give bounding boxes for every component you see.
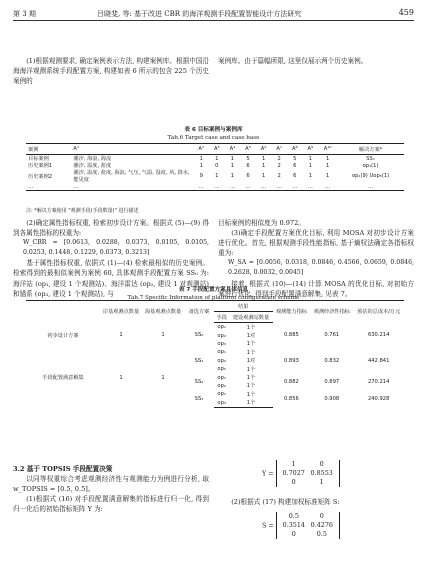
table-row xyxy=(26,155,404,163)
table-row xyxy=(26,183,404,191)
table-cell: … xyxy=(26,183,71,191)
table-cell: 2 xyxy=(277,173,281,179)
table-cell: 历史案例1 xyxy=(28,163,53,169)
table-row xyxy=(26,323,404,332)
equation-wcbr: W_CBR = [0.0613, 0.0288, 0.0373, 0.0105, 0.0105, 0.0253, 0.1448, 0.1229, 0.0373, 0.3213] xyxy=(23,239,209,257)
table-cell: 0.893 xyxy=(283,357,299,364)
matrix-s-body xyxy=(276,512,340,539)
table6-header-cell: A⁷ xyxy=(271,144,287,155)
table-cell: op₃ xyxy=(217,340,226,347)
matrix-cell: 0.4276 xyxy=(310,521,333,529)
table-cell: 1 xyxy=(325,173,330,179)
table7-header-cell: 海基观测点数量 xyxy=(142,301,184,323)
table7-caption-cn: 表 7 手段配置方案具体信息 xyxy=(178,287,249,293)
matrix-y-label: Y = xyxy=(262,469,274,478)
table-cell: 0.885 xyxy=(283,332,299,339)
table-cell: 1 xyxy=(161,374,165,381)
table-cell: 5 xyxy=(293,155,297,162)
table6-caption-en: Tab.6 Target case and case base xyxy=(167,135,260,141)
table6-note: 注: *解决方案使用 "观测手段(手段数量)" 进行描述 xyxy=(26,208,139,214)
table-cell: 1 xyxy=(230,173,235,179)
matrix-cell: 0 xyxy=(291,530,296,538)
matrix-cell: 0.5 xyxy=(316,530,327,538)
table6-header-cell: 案例 xyxy=(26,144,71,155)
table-cell: 潮汐, 海浪, 海流 xyxy=(73,156,112,162)
table-cell: … xyxy=(337,183,404,191)
table-cell: op₁(9) Uop₅(1) xyxy=(351,173,390,179)
paragraph: 目标案例的相似度为 0.972。 xyxy=(218,219,305,227)
table7-header-cell: 建设观测站数量 xyxy=(229,312,272,323)
table-cell: 6 xyxy=(293,162,297,169)
table6-header-row xyxy=(26,144,404,155)
table-cell: 5 xyxy=(246,155,250,162)
table6-header-cell: A³ xyxy=(209,144,225,155)
matrix-s xyxy=(262,512,340,539)
table6-header-cell: A¹ xyxy=(71,144,193,155)
table-cell: 2 xyxy=(277,162,281,169)
table-cell: 1个 xyxy=(246,383,256,390)
matrix-y xyxy=(262,460,340,487)
table-cell: 1 xyxy=(215,173,219,179)
table6-header-cell: A⁸ xyxy=(287,144,303,155)
table6-header-cell: A⁵ xyxy=(240,144,256,155)
table6 xyxy=(26,143,404,191)
table7-header-cell: 观测经济性指标 xyxy=(310,301,353,323)
table-cell: SS₃ xyxy=(194,395,204,402)
matrix-cell: 0 xyxy=(319,512,324,520)
table7-header-cell: 结果 xyxy=(214,301,273,312)
table-cell: 1 xyxy=(308,173,313,179)
table-cell: 手段配置满意解集 xyxy=(42,375,84,382)
table-cell: SS₂ xyxy=(194,378,204,385)
table-cell: 1个 xyxy=(246,349,256,356)
bottom-left-column xyxy=(13,464,209,514)
table-cell: 1 xyxy=(199,155,203,162)
intro-right-column xyxy=(218,56,414,66)
table-cell: 1 xyxy=(325,162,330,169)
table-cell: 1 xyxy=(119,332,123,339)
table-cell: … xyxy=(318,183,337,191)
matrix-cell: 0.8553 xyxy=(310,469,333,477)
table7-header-cell: 备选方案 xyxy=(184,301,214,323)
table-cell: op₁ xyxy=(217,391,226,398)
table-cell: 潮汐, 温度, 盐度 xyxy=(73,163,112,169)
table7-header-cell: 预估的总成本/万元 xyxy=(353,301,404,323)
matrix-cell: 0.5 xyxy=(288,512,299,520)
table-cell: 0.832 xyxy=(324,357,340,364)
table-cell: 1个 xyxy=(229,399,272,408)
table-cell: 初步设计方案 xyxy=(47,332,79,339)
table-cell: 0.882 xyxy=(283,378,299,385)
table7-caption-en: Tab.7 Specific Information of platform configuration scheme xyxy=(127,295,300,301)
matrix-cell: 0 xyxy=(291,478,296,486)
table-cell: 630.214 xyxy=(367,332,390,339)
table-cell: op₂ xyxy=(217,332,226,339)
table-cell: 1对 xyxy=(246,333,256,340)
table-cell: 0.897 xyxy=(324,378,340,385)
running-title: 吕晓斐, 等: 基于改进 CBR 的海洋观测手段配置智能设计方法研究 xyxy=(97,10,302,18)
matrix-y-body xyxy=(276,460,340,487)
table7 xyxy=(26,300,404,408)
table-cell: 1个 xyxy=(246,391,256,398)
table-cell: 目标案例 xyxy=(28,156,49,162)
table-cell: 6 xyxy=(246,173,250,179)
header-rule xyxy=(13,20,414,21)
table-cell: 1 xyxy=(261,162,266,169)
table-cell: 1 xyxy=(199,162,203,169)
table-cell: 1 xyxy=(325,155,330,162)
equation-wsa: W_SA = [0.0056, 0.0318, 0.0846, 0.4566, 0.0659, 0.0846, 0.2628, 0.0032, 0.0045] xyxy=(228,259,414,277)
table-cell: 1 xyxy=(261,155,266,162)
paragraph: 接着, 根据式 (10)—(14) 计算 MOSA 的优化目标, 对初始方案进行优化, 得到手段配置满意解集, 见表 7。 xyxy=(218,279,414,298)
table-cell: 270.214 xyxy=(367,378,390,385)
matrix-cell: 0.3514 xyxy=(282,521,305,529)
paragraph: 以同等权重综合考虑观测经济性与观测能力为例进行分析, 取 w_TOPSIS = [0.5, 0.5]。 xyxy=(13,475,209,494)
table-cell: 442.841 xyxy=(367,357,390,364)
table-cell: … xyxy=(225,183,241,191)
table6-header-cell: A⁴ xyxy=(225,144,241,155)
matrix-cell: 0 xyxy=(319,460,324,468)
table-cell: … xyxy=(209,183,225,191)
bottom-right-paragraph xyxy=(218,497,414,507)
table-cell: … xyxy=(240,183,256,191)
table-cell: 0.908 xyxy=(324,395,340,402)
table-cell: 1 xyxy=(308,162,313,169)
table-cell: … xyxy=(287,183,303,191)
paragraph: (2)确定属性指标权重, 检索初步设计方案。根据式 (5)—(9) 得到各属性指标的权重为: xyxy=(13,219,209,238)
page-header xyxy=(13,6,414,20)
table7-header-cell: 手段 xyxy=(214,312,229,323)
table7-header-cell: 岸基观测点数量 xyxy=(100,301,142,323)
table-cell: 1 xyxy=(161,332,165,339)
table6-header-cell: A⁶ xyxy=(256,144,272,155)
table-cell: 1个 xyxy=(246,375,256,382)
table6-header-cell: A¹⁰ xyxy=(318,144,337,155)
section-heading: 3.2 基于 TOPSIS 手段配置决策 xyxy=(13,465,113,473)
table-cell: 0.761 xyxy=(324,332,340,339)
table-cell: op₃ xyxy=(214,399,229,408)
matrix-s-label: S = xyxy=(262,521,274,530)
table7-header-cell: 观测能力指标 xyxy=(273,301,311,323)
intro-left-column xyxy=(13,56,209,86)
table-cell: 1个 xyxy=(246,324,256,331)
paragraph: (2)根据式 (17) 构建加权标准矩阵 S: xyxy=(231,498,340,506)
matrix-cell: 1 xyxy=(319,478,324,486)
table-cell: 6 xyxy=(246,162,250,169)
table-cell: … xyxy=(303,183,319,191)
table-cell: SSₙ xyxy=(366,155,375,162)
table-cell: … xyxy=(271,183,287,191)
table-row xyxy=(26,169,404,183)
table-row xyxy=(26,348,404,356)
table6-caption xyxy=(0,126,427,142)
intro-paragraph-cont: 案例库。由于篇幅所限, 这里仅展示两个历史案例。 xyxy=(218,57,368,65)
table-cell: 历史案例2 xyxy=(28,173,53,180)
table-cell: 1 xyxy=(230,162,235,169)
table-cell: 2 xyxy=(277,155,281,162)
table-cell: 1 xyxy=(215,155,219,162)
matrix-cell: 0.7027 xyxy=(282,469,305,477)
table-cell: op₅ xyxy=(217,366,226,373)
paragraph: (1)根据式 (16) 对手段配置满意解集的指标进行归一化, 得到归一化后的初始指标矩阵 Y 为: xyxy=(13,495,209,514)
table-cell: 潮汐, 温度, 盐度, 海浪, 气压, 气温, 湿度, 风, 降水, 能见度 xyxy=(73,170,190,183)
table7-header-cell xyxy=(26,301,100,323)
table-cell: op₂ xyxy=(217,357,226,364)
table-cell: 6 xyxy=(293,173,297,179)
table-cell: 1对 xyxy=(246,358,256,365)
table-cell: op₁ xyxy=(217,374,226,381)
table-cell: op₅ xyxy=(217,382,226,389)
table-cell: 1 xyxy=(308,155,313,162)
table-cell: 1 xyxy=(261,173,266,179)
table-cell: … xyxy=(256,183,272,191)
table-cell: SS₁ xyxy=(194,357,204,364)
table-cell: 1 xyxy=(230,155,235,162)
paragraph: (3)确定手段配置方案优化目标, 利用 MOSA 对初步设计方案进行优化。首先, 根据观测手段性能指标, 基于熵权法确定各指标权重为: xyxy=(218,229,414,258)
table6-caption-cn: 表 6 目标案例与案例库 xyxy=(184,127,243,133)
issue-number: 第 3 期 xyxy=(13,10,36,18)
table-cell: 1 xyxy=(119,374,123,381)
table-cell: op₁ xyxy=(217,349,226,356)
intro-paragraph: (1)根据观测要求, 确定案例表示方法, 构建案例库。根据中国沿海海洋观测系统手段配置方案, 构建如表 6 所示的包含 225 个历史案例的 xyxy=(13,57,209,86)
table6-header-cell: A⁹ xyxy=(303,144,319,155)
matrix-cell: 1 xyxy=(291,460,296,468)
table-cell: SS₀ xyxy=(194,332,204,339)
table-cell: … xyxy=(193,183,209,191)
table-cell: 0 xyxy=(215,162,219,169)
table-cell: op₁ xyxy=(217,324,226,331)
table-cell: op₁(1) xyxy=(362,162,379,169)
table-cell: 240.928 xyxy=(367,395,390,402)
table-row xyxy=(26,162,404,169)
table-cell: 1个 xyxy=(246,366,256,373)
page-number: 459 xyxy=(398,8,414,17)
table-cell: 0.856 xyxy=(283,395,299,402)
table-cell: 1个 xyxy=(246,341,256,348)
table6-header-cell: A² xyxy=(193,144,209,155)
paragraph: 基于属性指标权重, 依据式 (1)—(4) 检索最相似的历史案例。检索得到的最相似案例为案例 60, 具体观测手段配置方案 SS₀ 为: 海洋站 (op₁, 建设 1 个观测站)、海洋雷达 (op₂, 建设 1 对观测站) 和锚系 (op₃, 建设 1 个观测站), 与 xyxy=(13,259,209,298)
table-cell: 9 xyxy=(199,173,203,179)
table-cell: … xyxy=(71,183,193,191)
table7-header-row xyxy=(26,301,404,312)
table6-header-cell: 解决方案* xyxy=(337,144,404,155)
